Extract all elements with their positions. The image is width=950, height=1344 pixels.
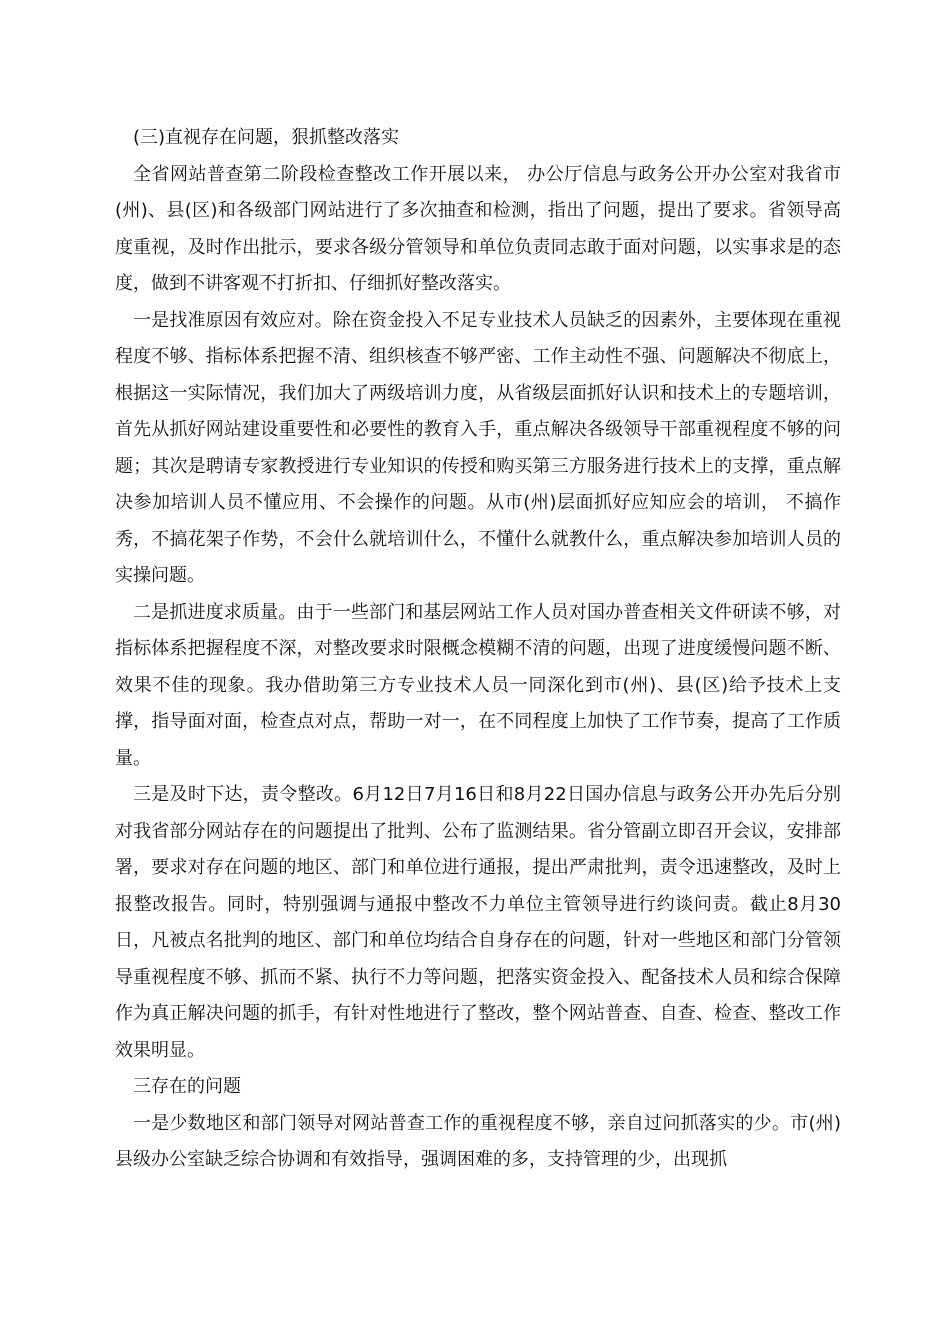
paragraph-point-one: 一是找准原因有效应对。除在资金投入不足专业技术人员缺乏的因素外，主要体现在重视程度不够、指标体系把握不清、组织核查不够严密、工作主动性不强、问题解决不彻底上，根据这一实际情况，我们加大了两级培训力度，从省级层面抓好认识和技术上的专题培训，首先从抓好网站建设重要性和必要性的教育入手，重点解决各级领导干部重视程度不够的问题；其次是聘请专家教授进行专业知识的传授和购买第三方服务进行技术上的支撑，重点解决参加培训人员不懂应用、不会操作的问题。从市(州)层面抓好应知应会的培训， 不搞作秀，不搞花架子作势，不会什么就培训什么，不懂什么就教什么，重点解决参加培训人员的实操问题。 xyxy=(115,309,841,586)
paragraph-point-three: 三是及时下达，责令整改。6月12日7月16日和8月22日国办信息与政务公开办先后分别对我省部分网站存在的问题提出了批判、公布了监测结果。省分管副立即召开会议，安排部署，要求对存在问题的地区、部门和单位进行通报，提出严肃批判，责令迅速整改，及时上报整改报告。同时，特别强调与通报中整改不力单位主管领导进行约谈问责。截止8月30日，凡被点名批判的地区、部门和单位均结合自身存在的问题，针对一些地区和部门分管领导重视程度不够、抓而不紧、执行不力等问题，把落实资金投入、配备技术人员和综合保障作为真正解决问题的抓手，有针对性地进行了整改，整个网站普查、自查、检查、整改工作效果明显。 xyxy=(115,784,841,1061)
section-heading: (三)直视存在问题，狠抓整改落实 xyxy=(133,127,400,148)
document-body xyxy=(115,120,841,1179)
paragraph-point-two: 二是抓进度求质量。由于一些部门和基层网站工作人员对国办普查相关文件研读不够，对指标体系把握程度不深，对整改要求时限概念模糊不清的问题，出现了进度缓慢问题不断、效果不佳的现象。我办借助第三方专业技术人员一同深化到市(州)、县(区)给予技术上支撑，指导面对面，检查点对点，帮助一对一，在不同程度上加快了工作节奏，提高了工作质量。 xyxy=(115,601,841,769)
paragraph-intro: 全省网站普查第二阶段检查整改工作开展以来， 办公厅信息与政务公开办公室对我省市(州)、县(区)和各级部门网站进行了多次抽查和检测，指出了问题，提出了要求。省领导高度重视，及时作出批示，要求各级分管领导和单位负责同志敢于面对问题，以实事求是的态度，做到不讲客观不打折扣、仔细抓好整改落实。 xyxy=(115,163,841,294)
subsection-heading: 三存在的问题 xyxy=(133,1076,241,1097)
paragraph-problem-one: 一是少数地区和部门领导对网站普查工作的重视程度不够，亲自过问抓落实的少。市(州)县级办公室缺乏综合协调和有效指导，强调困难的多，支持管理的少，出现抓 xyxy=(115,1112,841,1170)
